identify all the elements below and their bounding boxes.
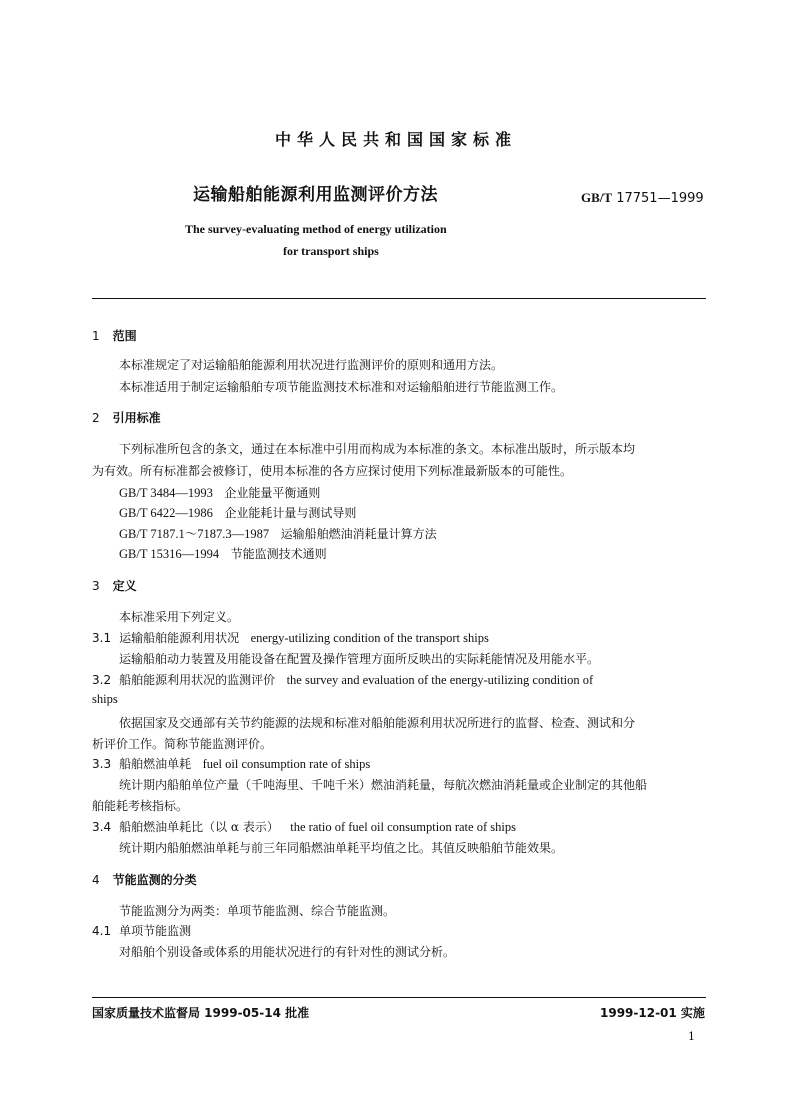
document-title-en-line1: The survey-evaluating method of energy utilization (185, 222, 447, 236)
section-4-heading (92, 871, 197, 888)
section-title: 定义 (112, 579, 137, 593)
section-title: 节能监测的分类 (112, 873, 197, 887)
reference-code: GB/T 15316—1994 (119, 547, 220, 561)
document-title-en-line2: for transport ships (283, 244, 379, 258)
clause-number: 3.4 (92, 820, 112, 834)
implementation-date: 1999-12-01 实施 (600, 1006, 705, 1020)
section-title: 范围 (112, 329, 137, 343)
section-2-heading (92, 409, 161, 426)
definition-3-1-heading (92, 629, 489, 646)
paragraph: 对船舶个别设备或体系的用能状况进行的有针对性的测试分析。 (119, 945, 456, 959)
page-number: 1 (688, 1030, 695, 1043)
reference-item (119, 484, 320, 501)
standard-code: 17751—1999 (616, 191, 704, 206)
reference-item (119, 504, 356, 521)
paragraph: 节能监测分为两类：单项节能监测、综合节能监测。 (119, 904, 396, 918)
term-zh: 运输船舶能源利用状况 (119, 631, 240, 645)
reference-code: GB/T 3484—1993 (119, 486, 213, 500)
term-zh: 船舶能源利用状况的监测评价 (119, 673, 276, 687)
clause-number: 3.1 (92, 631, 112, 645)
term-en: energy-utilizing condition of the transport ships (250, 631, 489, 645)
reference-name: 企业能耗计量与测试导则 (224, 506, 357, 520)
term-en: the survey and evaluation of the energy-utilizing condition of (286, 673, 594, 687)
term-zh: 单项节能监测 (119, 924, 192, 938)
paragraph: 运输船舶动力装置及用能设备在配置及操作管理方面所反映出的实际耗能情况及用能水平。 (119, 652, 600, 666)
term-zh: 船舶燃油单耗比（以 α 表示） (119, 820, 279, 834)
section-number: 3 (92, 579, 100, 593)
section-3-heading (92, 577, 137, 594)
section-number: 4 (92, 873, 100, 887)
section-1-heading (92, 327, 137, 344)
term-en-continued: ships (92, 692, 118, 706)
section-number: 1 (92, 329, 100, 343)
document-title-zh: 运输船舶能源利用监测评价方法 (193, 185, 438, 205)
reference-item (119, 524, 437, 542)
section-title: 引用标准 (112, 411, 161, 425)
standard-prefix: GB/T (581, 190, 613, 205)
clause-4-1-heading (92, 922, 191, 939)
paragraph: 本标准规定了对运输船舶能源利用状况进行监测评价的原则和通用方法。 (119, 358, 504, 372)
definition-3-3-heading (92, 755, 370, 772)
national-standard-heading: 中华人民共和国国家标准 (274, 130, 517, 149)
term-en: fuel oil consumption rate of ships (202, 757, 371, 771)
paragraph: 统计期内船舶燃油单耗与前三年同船燃油单耗平均值之比。其值反映船舶节能效果。 (119, 841, 564, 855)
definition-3-4-heading (92, 818, 516, 835)
section-number: 2 (92, 411, 100, 425)
term-zh: 船舶燃油单耗 (119, 757, 192, 771)
standard-number (581, 190, 704, 206)
reference-name: 企业能量平衡通则 (224, 486, 321, 500)
approval-statement: 国家质量技术监督局 1999-05-14 批准 (92, 1006, 310, 1020)
term-en: the ratio of fuel oil consumption rate of ships (290, 820, 516, 834)
paragraph: 依据国家及交通部有关节约能源的法规和标准对船舶能源利用状况所进行的监督、检查、测试和分 (119, 716, 636, 730)
paragraph: 舶能耗考核指标。 (92, 799, 189, 813)
definition-3-2-heading (92, 671, 593, 688)
reference-code: GB/T 7187.1～7187.3—1987 (119, 527, 270, 541)
paragraph: 本标准采用下列定义。 (119, 610, 240, 624)
paragraph: 为有效。所有标准都会被修订，使用本标准的各方应探讨使用下列标准最新版本的可能性。 (92, 464, 573, 478)
reference-item (119, 545, 327, 562)
paragraph: 下列标准所包含的条文，通过在本标准中引用而构成为本标准的条文。本标准出版时，所示版本均 (119, 442, 636, 456)
reference-code: GB/T 6422—1986 (119, 506, 213, 520)
reference-name: 运输船舶燃油消耗量计算方法 (280, 527, 437, 541)
paragraph: 本标准适用于制定运输船舶专项节能监测技术标准和对运输船舶进行节能监测工作。 (119, 380, 564, 394)
clause-number: 3.2 (92, 673, 112, 687)
clause-number: 4.1 (92, 924, 112, 938)
paragraph: 统计期内船舶单位产量（千吨海里、千吨千米）燃油消耗量，每航次燃油消耗量或企业制定的其他船 (119, 778, 648, 792)
clause-number: 3.3 (92, 757, 112, 771)
paragraph: 析评价工作。简称节能监测评价。 (92, 737, 273, 751)
reference-name: 节能监测技术通则 (230, 547, 327, 561)
header-divider (92, 298, 706, 299)
footer-divider (92, 997, 706, 998)
